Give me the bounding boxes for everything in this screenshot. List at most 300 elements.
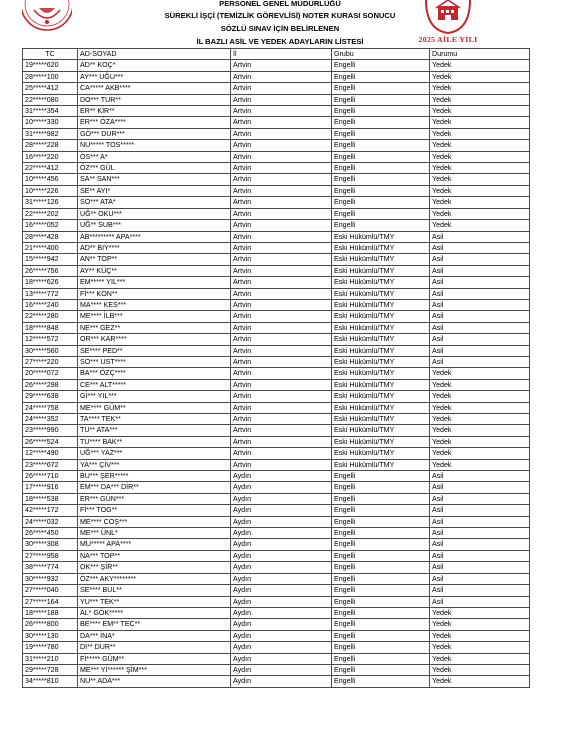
name-cell: AL* GÖK***** — [78, 607, 231, 618]
table-row — [23, 368, 530, 379]
table-row — [23, 459, 530, 470]
table-row — [23, 505, 530, 516]
status-cell: Asil — [430, 493, 530, 504]
name-cell: AN** TOP** — [78, 254, 231, 265]
name-cell: YA*** ÇİV*** — [78, 459, 231, 470]
name-cell: DO*** TUR** — [78, 94, 231, 105]
table-row — [23, 151, 530, 162]
table-row — [23, 436, 530, 447]
name-cell: NU** ADA*** — [78, 676, 231, 687]
group-cell: Eski Hükümlü/TMY — [332, 288, 430, 299]
group-cell: Engelli — [332, 596, 430, 607]
group-cell: Engelli — [332, 185, 430, 196]
table-row — [23, 607, 530, 618]
document-title: SÜREKLİ İŞÇİ (TEMİZLİK GÖREVLİSİ) NOTER KURASI SONUCU — [164, 11, 396, 20]
tc-cell: 25*****412 — [23, 83, 78, 94]
tc-cell: 19*****620 — [23, 60, 78, 71]
province-cell: Artvin — [231, 334, 332, 345]
tc-cell: 24*****352 — [23, 414, 78, 425]
status-cell: Asil — [430, 345, 530, 356]
group-cell: Engelli — [332, 117, 430, 128]
tc-cell: 34*****810 — [23, 676, 78, 687]
column-header-province: İl — [231, 49, 332, 60]
table-row — [23, 322, 530, 333]
province-cell: Aydın — [231, 471, 332, 482]
status-cell: Yedek — [430, 425, 530, 436]
status-cell: Asil — [430, 231, 530, 242]
group-cell: Eski Hükümlü/TMY — [332, 459, 430, 470]
name-cell: ER*** ÖZA**** — [78, 117, 231, 128]
province-cell: Artvin — [231, 231, 332, 242]
column-header-name: AD-SOYAD — [78, 49, 231, 60]
province-cell: Artvin — [231, 288, 332, 299]
status-cell: Yedek — [430, 106, 530, 117]
status-cell: Yedek — [430, 676, 530, 687]
status-cell: Asil — [430, 311, 530, 322]
status-cell: Yedek — [430, 642, 530, 653]
table-row — [23, 585, 530, 596]
province-cell: Artvin — [231, 220, 332, 231]
table-row — [23, 174, 530, 185]
province-cell: Aydın — [231, 573, 332, 584]
group-cell: Engelli — [332, 676, 430, 687]
group-cell: Engelli — [332, 220, 430, 231]
group-cell: Engelli — [332, 664, 430, 675]
province-cell: Artvin — [231, 208, 332, 219]
province-cell: Aydın — [231, 528, 332, 539]
province-cell: Artvin — [231, 265, 332, 276]
province-cell: Artvin — [231, 391, 332, 402]
group-cell: Eski Hükümlü/TMY — [332, 311, 430, 322]
group-cell: Eski Hükümlü/TMY — [332, 391, 430, 402]
table-row — [23, 128, 530, 139]
group-cell: Engelli — [332, 163, 430, 174]
group-cell: Eski Hükümlü/TMY — [332, 277, 430, 288]
status-cell: Yedek — [430, 619, 530, 630]
province-cell: Aydın — [231, 550, 332, 561]
group-cell: Engelli — [332, 562, 430, 573]
family-year-logo — [396, 0, 500, 46]
province-cell: Aydın — [231, 653, 332, 664]
status-cell: Asil — [430, 505, 530, 516]
group-cell: Eski Hükümlü/TMY — [332, 402, 430, 413]
name-cell: SE**** PED** — [78, 345, 231, 356]
status-cell: Yedek — [430, 448, 530, 459]
group-cell: Eski Hükümlü/TMY — [332, 242, 430, 253]
table-row — [23, 197, 530, 208]
table-row — [23, 140, 530, 151]
table-row — [23, 414, 530, 425]
table-row — [23, 106, 530, 117]
column-header-status: Durumu — [430, 49, 530, 60]
tc-cell: 26*****298 — [23, 379, 78, 390]
name-cell: EM***** YIL*** — [78, 277, 231, 288]
name-cell: ER** KİR** — [78, 106, 231, 117]
province-cell: Artvin — [231, 311, 332, 322]
status-cell: Yedek — [430, 630, 530, 641]
tc-cell: 28*****228 — [23, 140, 78, 151]
status-cell: Asil — [430, 573, 530, 584]
tc-cell: 24*****032 — [23, 516, 78, 527]
group-cell: Engelli — [332, 106, 430, 117]
table-row — [23, 653, 530, 664]
status-cell: Yedek — [430, 128, 530, 139]
table-row — [23, 471, 530, 482]
name-cell: TU**** BAK** — [78, 436, 231, 447]
family-year-text: 2025 AİLE YILI — [418, 35, 478, 44]
tc-cell: 15*****942 — [23, 254, 78, 265]
status-cell: Asil — [430, 482, 530, 493]
tc-cell: 20*****072 — [23, 368, 78, 379]
tc-cell: 31*****210 — [23, 653, 78, 664]
name-cell: AB********* APA**** — [78, 231, 231, 242]
group-cell: Engelli — [332, 60, 430, 71]
tc-cell: 27*****040 — [23, 585, 78, 596]
province-cell: Artvin — [231, 140, 332, 151]
name-cell: ME**** İLB*** — [78, 311, 231, 322]
province-cell: Aydın — [231, 642, 332, 653]
table-row — [23, 448, 530, 459]
tc-cell: 22*****280 — [23, 311, 78, 322]
name-cell: NU***** TOS***** — [78, 140, 231, 151]
table-row — [23, 345, 530, 356]
group-cell: Engelli — [332, 550, 430, 561]
org-title: PERSONEL GENEL MÜDÜRLÜĞÜ — [219, 0, 341, 8]
province-cell: Artvin — [231, 117, 332, 128]
table-row — [23, 402, 530, 413]
group-cell: Engelli — [332, 607, 430, 618]
group-cell: Engelli — [332, 653, 430, 664]
group-cell: Engelli — [332, 528, 430, 539]
table-row — [23, 117, 530, 128]
table-row — [23, 425, 530, 436]
name-cell: OR*** KAR**** — [78, 334, 231, 345]
group-cell: Engelli — [332, 174, 430, 185]
table-row — [23, 265, 530, 276]
tc-cell: 30*****932 — [23, 573, 78, 584]
tc-cell: 29*****728 — [23, 664, 78, 675]
table-row — [23, 185, 530, 196]
status-cell: Yedek — [430, 117, 530, 128]
status-cell: Asil — [430, 585, 530, 596]
province-cell: Artvin — [231, 379, 332, 390]
province-cell: Artvin — [231, 242, 332, 253]
tc-cell: 16*****220 — [23, 151, 78, 162]
name-cell: NE*** GEZ** — [78, 322, 231, 333]
tc-cell: 42*****172 — [23, 505, 78, 516]
tc-cell: 13*****772 — [23, 288, 78, 299]
status-cell: Yedek — [430, 185, 530, 196]
group-cell: Eski Hükümlü/TMY — [332, 436, 430, 447]
name-cell: UĞ*** YAZ*** — [78, 448, 231, 459]
group-cell: Engelli — [332, 619, 430, 630]
name-cell: TU** ATA*** — [78, 425, 231, 436]
status-cell: Asil — [430, 356, 530, 367]
table-row — [23, 71, 530, 82]
tc-cell: 27*****164 — [23, 596, 78, 607]
table-row — [23, 231, 530, 242]
name-cell: AD** BIY**** — [78, 242, 231, 253]
province-cell: Aydın — [231, 516, 332, 527]
tc-cell: 30*****560 — [23, 345, 78, 356]
table-row — [23, 379, 530, 390]
group-cell: Engelli — [332, 585, 430, 596]
group-cell: Eski Hükümlü/TMY — [332, 231, 430, 242]
status-cell: Yedek — [430, 151, 530, 162]
tc-cell: 10*****330 — [23, 117, 78, 128]
name-cell: ÖZ*** GÜL — [78, 163, 231, 174]
status-cell: Yedek — [430, 607, 530, 618]
table-row — [23, 619, 530, 630]
province-cell: Artvin — [231, 185, 332, 196]
group-cell: Eski Hükümlü/TMY — [332, 368, 430, 379]
province-cell: Aydın — [231, 493, 332, 504]
group-cell: Engelli — [332, 208, 430, 219]
tc-cell: 26*****524 — [23, 436, 78, 447]
name-cell: SE**** BUL** — [78, 585, 231, 596]
tc-cell: 10*****456 — [23, 174, 78, 185]
table-row — [23, 596, 530, 607]
tc-cell: 12*****490 — [23, 448, 78, 459]
tc-cell: 31*****354 — [23, 106, 78, 117]
tc-cell: 31*****126 — [23, 197, 78, 208]
group-cell: Engelli — [332, 471, 430, 482]
status-cell: Yedek — [430, 459, 530, 470]
candidates-table — [22, 48, 530, 688]
table-row — [23, 573, 530, 584]
group-cell: Eski Hükümlü/TMY — [332, 425, 430, 436]
province-cell: Artvin — [231, 299, 332, 310]
name-cell: MU***** APA**** — [78, 539, 231, 550]
status-cell: Asil — [430, 254, 530, 265]
tc-cell: 22*****080 — [23, 94, 78, 105]
table-row — [23, 676, 530, 687]
table-row — [23, 60, 530, 71]
province-cell: Artvin — [231, 174, 332, 185]
group-cell: Engelli — [332, 140, 430, 151]
status-cell: Yedek — [430, 140, 530, 151]
group-cell: Eski Hükümlü/TMY — [332, 356, 430, 367]
tc-cell: 27*****958 — [23, 550, 78, 561]
name-cell: EM*** DA*** DİR** — [78, 482, 231, 493]
status-cell: Yedek — [430, 653, 530, 664]
status-cell: Asil — [430, 539, 530, 550]
province-cell: Aydın — [231, 664, 332, 675]
tc-cell: 28*****100 — [23, 71, 78, 82]
tc-cell: 19*****780 — [23, 642, 78, 653]
group-cell: Eski Hükümlü/TMY — [332, 254, 430, 265]
table-row — [23, 550, 530, 561]
name-cell: AD** KOÇ* — [78, 60, 231, 71]
table-row — [23, 242, 530, 253]
province-cell: Artvin — [231, 459, 332, 470]
tc-cell: 18*****626 — [23, 277, 78, 288]
group-cell: Eski Hükümlü/TMY — [332, 345, 430, 356]
province-cell: Artvin — [231, 414, 332, 425]
table-row — [23, 562, 530, 573]
tc-cell: 30*****130 — [23, 630, 78, 641]
name-cell: BA*** ÖZÇ**** — [78, 368, 231, 379]
tc-cell: 29*****638 — [23, 391, 78, 402]
province-cell: Artvin — [231, 322, 332, 333]
province-cell: Artvin — [231, 345, 332, 356]
tc-cell: 38*****774 — [23, 562, 78, 573]
status-cell: Yedek — [430, 163, 530, 174]
status-cell: Yedek — [430, 71, 530, 82]
status-cell: Asil — [430, 322, 530, 333]
table-row — [23, 630, 530, 641]
name-cell: ME*** ÜNL* — [78, 528, 231, 539]
tc-cell: 16*****052 — [23, 220, 78, 231]
province-cell: Artvin — [231, 163, 332, 174]
column-header-tc: TC — [23, 49, 78, 60]
name-cell: ME**** COŞ*** — [78, 516, 231, 527]
status-cell: Yedek — [430, 60, 530, 71]
group-cell: Engelli — [332, 128, 430, 139]
group-cell: Engelli — [332, 642, 430, 653]
group-cell: Eski Hükümlü/TMY — [332, 448, 430, 459]
tc-cell: 31*****982 — [23, 128, 78, 139]
group-cell: Eski Hükümlü/TMY — [332, 299, 430, 310]
province-cell: Artvin — [231, 277, 332, 288]
status-cell: Asil — [430, 242, 530, 253]
tc-cell: 24*****758 — [23, 402, 78, 413]
name-cell: ME*** Yİ****** ŞİM*** — [78, 664, 231, 675]
province-cell: Artvin — [231, 106, 332, 117]
name-cell: AY*** UĞU*** — [78, 71, 231, 82]
status-cell: Yedek — [430, 436, 530, 447]
table-row — [23, 482, 530, 493]
status-cell: Asil — [430, 471, 530, 482]
table-row — [23, 220, 530, 231]
tc-cell: 18*****848 — [23, 322, 78, 333]
province-cell: Artvin — [231, 356, 332, 367]
status-cell: Yedek — [430, 414, 530, 425]
table-row — [23, 94, 530, 105]
name-cell: Fİ***** GÜM** — [78, 653, 231, 664]
tc-cell: 23*****990 — [23, 425, 78, 436]
tc-cell: 27*****220 — [23, 356, 78, 367]
table-row — [23, 528, 530, 539]
group-cell: Eski Hükümlü/TMY — [332, 379, 430, 390]
table-row — [23, 299, 530, 310]
province-cell: Aydın — [231, 505, 332, 516]
group-cell: Eski Hükümlü/TMY — [332, 334, 430, 345]
province-cell: Aydın — [231, 676, 332, 687]
province-cell: Artvin — [231, 71, 332, 82]
status-cell: Yedek — [430, 402, 530, 413]
tc-cell: 26*****450 — [23, 528, 78, 539]
group-cell: Engelli — [332, 482, 430, 493]
table-row — [23, 254, 530, 265]
group-cell: Engelli — [332, 83, 430, 94]
status-cell: Yedek — [430, 197, 530, 208]
group-cell: Engelli — [332, 630, 430, 641]
province-cell: Aydın — [231, 585, 332, 596]
name-cell: YU*** TEK** — [78, 596, 231, 607]
province-cell: Artvin — [231, 436, 332, 447]
tc-cell: 28*****428 — [23, 231, 78, 242]
province-cell: Aydın — [231, 596, 332, 607]
document-header — [0, 0, 573, 50]
tc-cell: 17*****916 — [23, 482, 78, 493]
name-cell: ME**** GÜM** — [78, 402, 231, 413]
table-header-row — [23, 49, 530, 60]
table-row — [23, 288, 530, 299]
table-row — [23, 208, 530, 219]
tc-cell: 26*****800 — [23, 619, 78, 630]
name-cell: ER*** GÜN*** — [78, 493, 231, 504]
name-cell: Dİ** DUR** — [78, 642, 231, 653]
group-cell: Engelli — [332, 573, 430, 584]
province-cell: Artvin — [231, 128, 332, 139]
table-row — [23, 311, 530, 322]
tc-cell: 26*****756 — [23, 265, 78, 276]
table-row — [23, 664, 530, 675]
name-cell: CE*** ALT***** — [78, 379, 231, 390]
document-subtitle: SÖZLÜ SINAV İÇİN BELİRLENEN — [220, 24, 340, 33]
status-cell: Asil — [430, 288, 530, 299]
group-cell: Eski Hükümlü/TMY — [332, 265, 430, 276]
name-cell: SA** SAN*** — [78, 174, 231, 185]
table-row — [23, 356, 530, 367]
group-cell: Engelli — [332, 516, 430, 527]
name-cell: ÖZ*** AKY******** — [78, 573, 231, 584]
group-cell: Eski Hükümlü/TMY — [332, 414, 430, 425]
province-cell: Artvin — [231, 448, 332, 459]
tc-cell: 16*****240 — [23, 299, 78, 310]
status-cell: Yedek — [430, 174, 530, 185]
tc-cell: 23*****672 — [23, 459, 78, 470]
status-cell: Asil — [430, 596, 530, 607]
status-cell: Asil — [430, 334, 530, 345]
name-cell: BE**** EM** TEC** — [78, 619, 231, 630]
name-cell: DA*** İNA* — [78, 630, 231, 641]
ministry-emblem-logo — [22, 0, 72, 34]
name-cell: NA*** TOP** — [78, 550, 231, 561]
status-cell: Yedek — [430, 83, 530, 94]
name-cell: GÖ*** DUR*** — [78, 128, 231, 139]
province-cell: Aydın — [231, 607, 332, 618]
name-cell: UĞ** OKU*** — [78, 208, 231, 219]
province-cell: Aydın — [231, 562, 332, 573]
name-cell: SO*** UST**** — [78, 356, 231, 367]
table-row — [23, 334, 530, 345]
status-cell: Yedek — [430, 94, 530, 105]
name-cell: AY** KÜÇ** — [78, 265, 231, 276]
tc-cell: 12*****572 — [23, 334, 78, 345]
name-cell: CA***** AKB**** — [78, 83, 231, 94]
tc-cell: 18*****538 — [23, 493, 78, 504]
table-row — [23, 642, 530, 653]
status-cell: Yedek — [430, 664, 530, 675]
table-row — [23, 163, 530, 174]
province-cell: Artvin — [231, 368, 332, 379]
tc-cell: 22*****412 — [23, 163, 78, 174]
status-cell: Asil — [430, 562, 530, 573]
status-cell: Asil — [430, 299, 530, 310]
table-row — [23, 493, 530, 504]
name-cell: BU*** ŞER***** — [78, 471, 231, 482]
name-cell: Fİ*** TOG** — [78, 505, 231, 516]
status-cell: Asil — [430, 277, 530, 288]
group-cell: Eski Hükümlü/TMY — [332, 322, 430, 333]
group-cell: Engelli — [332, 94, 430, 105]
province-cell: Artvin — [231, 83, 332, 94]
status-cell: Asil — [430, 265, 530, 276]
tc-cell: 26*****710 — [23, 471, 78, 482]
status-cell: Asil — [430, 516, 530, 527]
